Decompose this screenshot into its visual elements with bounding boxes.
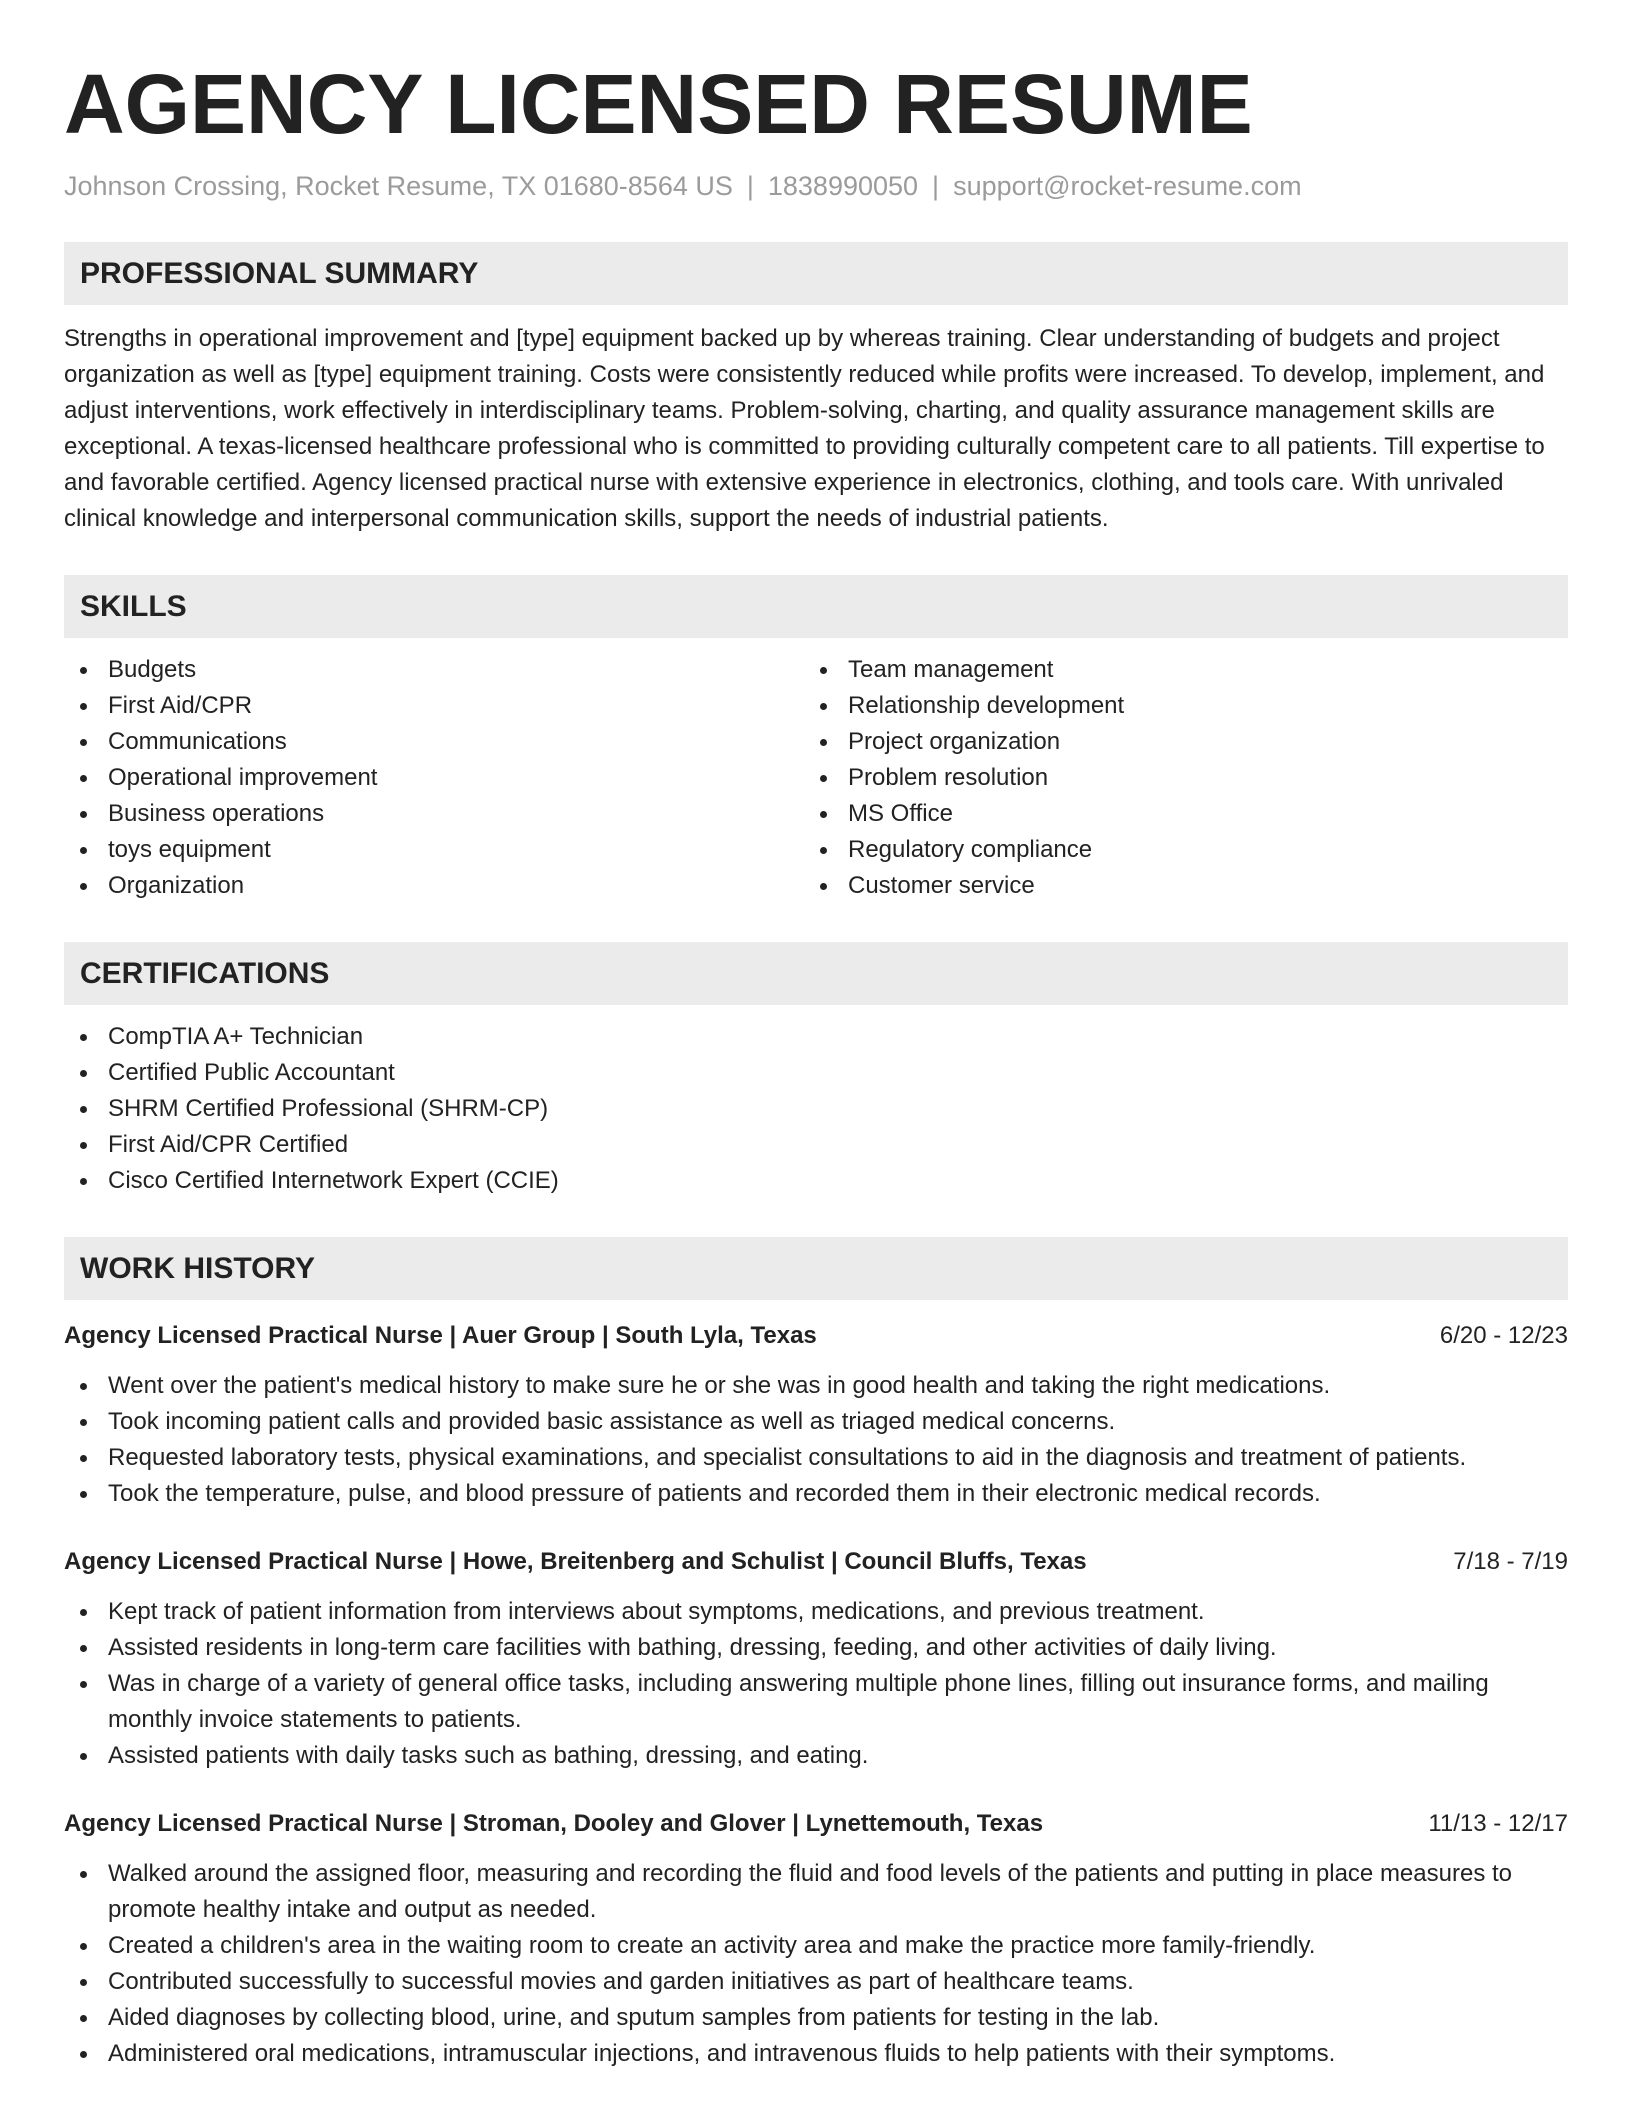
job-header — [64, 1318, 1568, 1354]
skill-item: Team management — [804, 652, 1544, 688]
contact-email: support@rocket-resume.com — [953, 171, 1302, 201]
job-bullet: Created a children's area in the waiting room to create an activity area and make the practice more family-friendly. — [64, 1928, 1568, 1964]
job-bullet: Went over the patient's medical history to make sure he or she was in good health and taking the right medications. — [64, 1368, 1568, 1404]
skills-list-right — [804, 652, 1544, 904]
job-entry — [64, 1318, 1568, 1512]
job-bullet: Walked around the assigned floor, measuring and recording the fluid and food levels of the patients and putting in place measures to promote healthy intake and output as needed. — [64, 1856, 1568, 1928]
contact-separator: | — [746, 171, 754, 201]
resume-title: AGENCY LICENSED RESUME — [64, 57, 1253, 151]
job-bullets — [64, 1856, 1568, 2072]
certification-item: Certified Public Accountant — [64, 1055, 1568, 1091]
skill-item: toys equipment — [64, 832, 804, 868]
certifications-list — [64, 1019, 1568, 1199]
skill-item: Operational improvement — [64, 760, 804, 796]
job-header — [64, 1806, 1568, 1842]
job-dates: 7/18 - 7/19 — [1453, 1548, 1568, 1575]
job-bullet: Was in charge of a variety of general office tasks, including answering multiple phone lines, filling out insurance forms, and mailing monthly invoice statements to patients. — [64, 1666, 1568, 1738]
job-header — [64, 1544, 1568, 1580]
certification-item: First Aid/CPR Certified — [64, 1127, 1568, 1163]
job-title: Agency Licensed Practical Nurse | Stroman, Dooley and Glover | Lynettemouth, Texas — [64, 1810, 1044, 1837]
certification-item: SHRM Certified Professional (SHRM-CP) — [64, 1091, 1568, 1127]
certification-item: Cisco Certified Internetwork Expert (CCIE) — [64, 1163, 1568, 1199]
job-title: Agency Licensed Practical Nurse | Howe, Breitenberg and Schulist | Council Bluffs, Texas — [64, 1548, 1087, 1575]
job-bullet: Took incoming patient calls and provided basic assistance as well as triaged medical concerns. — [64, 1404, 1568, 1440]
skill-item: Communications — [64, 724, 804, 760]
contact-phone: 1838990050 — [767, 171, 919, 201]
certifications-heading: CERTIFICATIONS — [64, 942, 1568, 1005]
job-bullet: Contributed successfully to successful movies and garden initiatives as part of healthcare teams. — [64, 1964, 1568, 2000]
skills-list-left — [64, 652, 804, 904]
job-bullet: Assisted patients with daily tasks such as bathing, dressing, and eating. — [64, 1738, 1568, 1774]
skills-grid — [64, 652, 1568, 904]
job-title: Agency Licensed Practical Nurse | Auer Group | South Lyla, Texas — [64, 1322, 817, 1349]
skill-item: Budgets — [64, 652, 804, 688]
skills-heading: SKILLS — [64, 575, 1568, 638]
skill-item: Relationship development — [804, 688, 1544, 724]
contact-line — [64, 168, 1568, 204]
certification-item: CompTIA A+ Technician — [64, 1019, 1568, 1055]
job-bullet: Assisted residents in long-term care facilities with bathing, dressing, feeding, and other activities of daily living. — [64, 1630, 1568, 1666]
job-dates: 11/13 - 12/17 — [1428, 1810, 1568, 1837]
job-entry — [64, 1806, 1568, 2072]
contact-separator: | — [932, 171, 940, 201]
contact-address: Johnson Crossing, Rocket Resume, TX 01680-8564 US — [64, 171, 733, 201]
job-bullets — [64, 1368, 1568, 1512]
job-bullets — [64, 1594, 1568, 1774]
summary-text: Strengths in operational improvement and [type] equipment backed up by whereas training. Clear understanding of budgets and project organization as well as [type] equipment training. Costs were consistently reduced while profits were increased. To develop, implement, and adjust interventions, work effectively in interdisciplinary teams. Problem-solving, charting, and quality assurance management skills are exceptional. A texas-licensed healthcare professional who is committed to providing culturally competent care to all patients. Till expertise to and favorable certified. Agency licensed practical nurse with extensive experience in electronics, clothing, and tools care. With unrivaled clinical knowledge and interpersonal communication skills, support the needs of industrial patients. — [64, 325, 1545, 532]
skill-item: First Aid/CPR — [64, 688, 804, 724]
job-bullet: Requested laboratory tests, physical examinations, and specialist consultations to aid in the diagnosis and treatment of patients. — [64, 1440, 1568, 1476]
work-history-heading: WORK HISTORY — [64, 1237, 1568, 1300]
skill-item: Customer service — [804, 868, 1544, 904]
job-entry — [64, 1544, 1568, 1774]
skill-item: MS Office — [804, 796, 1544, 832]
skill-item: Regulatory compliance — [804, 832, 1544, 868]
job-bullet: Aided diagnoses by collecting blood, urine, and sputum samples from patients for testing in the lab. — [64, 2000, 1568, 2036]
summary-heading: PROFESSIONAL SUMMARY — [64, 242, 1568, 305]
skill-item: Project organization — [804, 724, 1544, 760]
skill-item: Organization — [64, 868, 804, 904]
job-dates: 6/20 - 12/23 — [1439, 1322, 1568, 1349]
job-bullet: Kept track of patient information from interviews about symptoms, medications, and previous treatment. — [64, 1594, 1568, 1630]
job-bullet: Took the temperature, pulse, and blood pressure of patients and recorded them in their electronic medical records. — [64, 1476, 1568, 1512]
job-bullet: Administered oral medications, intramuscular injections, and intravenous fluids to help patients with their symptoms. — [64, 2036, 1568, 2072]
skill-item: Problem resolution — [804, 760, 1544, 796]
skill-item: Business operations — [64, 796, 804, 832]
